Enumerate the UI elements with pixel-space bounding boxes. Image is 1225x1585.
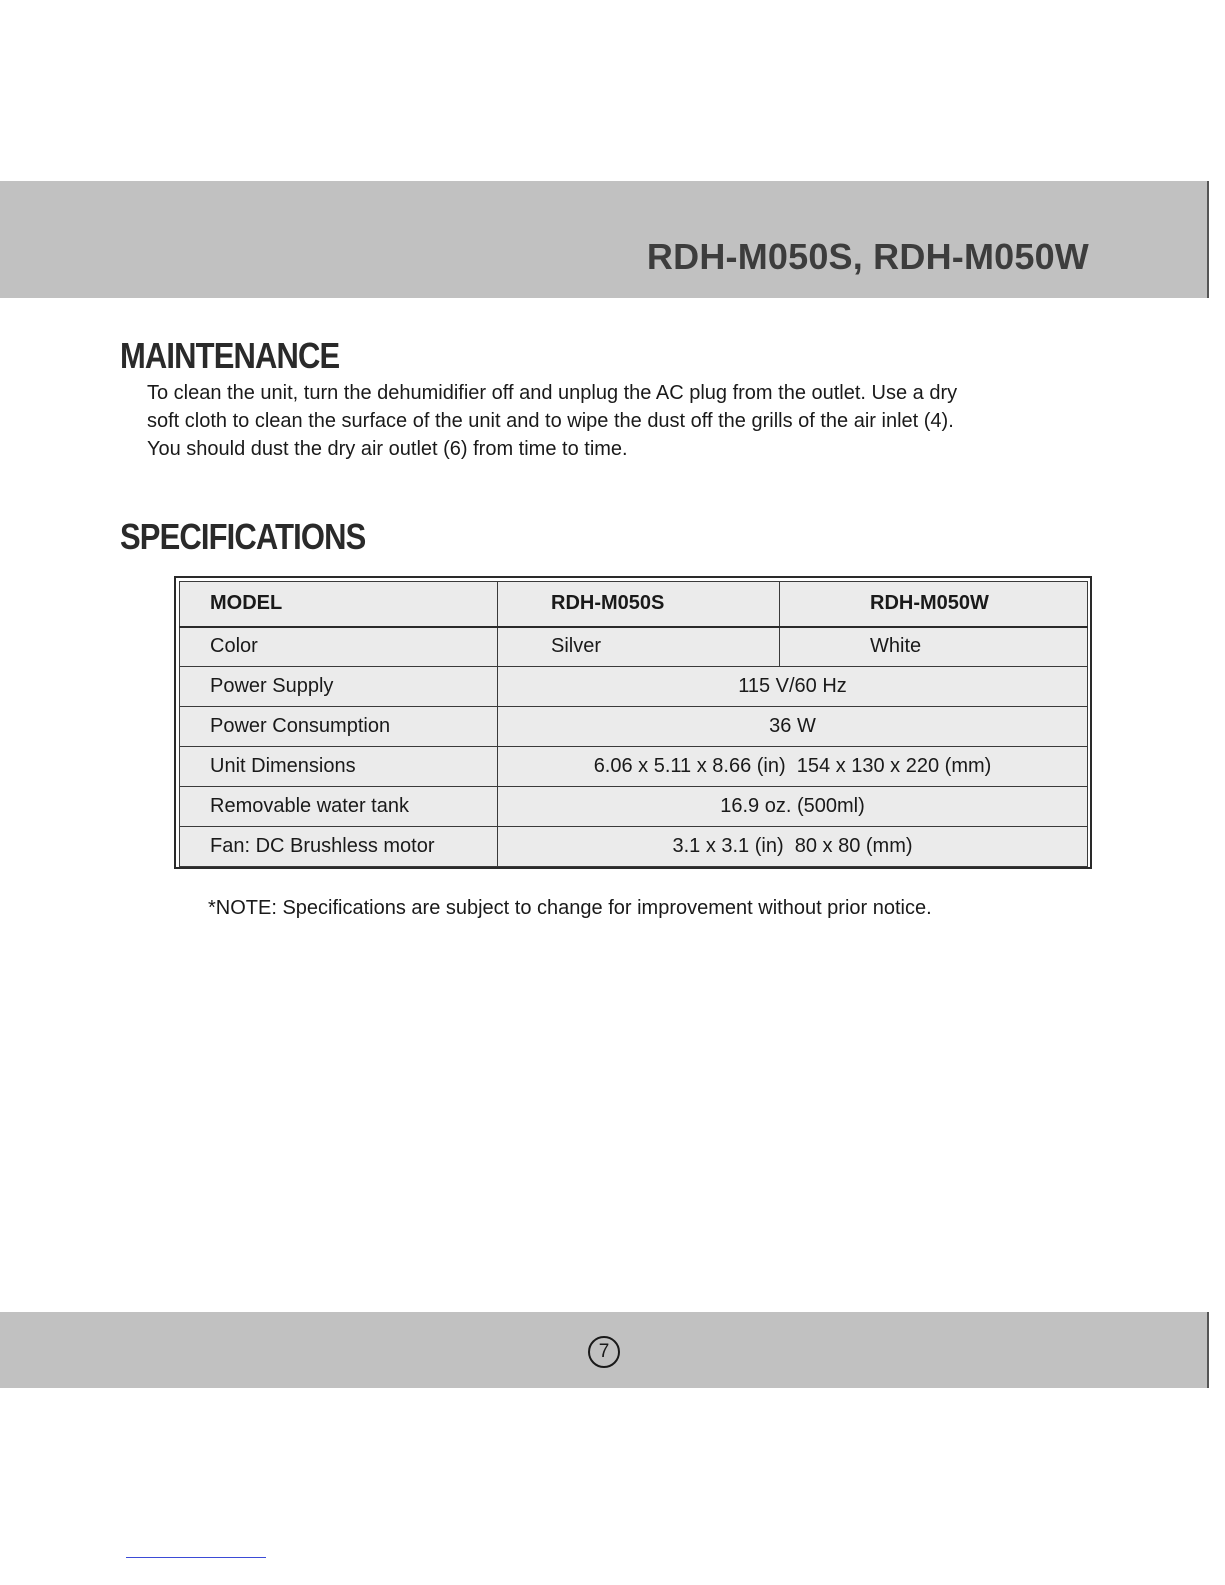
row-value: 6.06 x 5.11 x 8.66 (in) 154 x 130 x 220 (mm) xyxy=(498,747,1088,787)
row-value: 3.1 x 3.1 (in) 80 x 80 (mm) xyxy=(498,827,1088,867)
table-row xyxy=(180,707,1088,747)
maintenance-line: You should dust the dry air outlet (6) from time to time. xyxy=(147,438,628,460)
color-silver-cell: Silver xyxy=(498,627,780,667)
row-label: Fan: DC Brushless motor xyxy=(180,827,498,867)
table-row xyxy=(180,827,1088,867)
page-number: 7 xyxy=(588,1336,620,1368)
table-row xyxy=(180,787,1088,827)
color-white-cell: White xyxy=(780,627,1088,667)
specifications-note: *NOTE: Specifications are subject to change for improvement without prior notice. xyxy=(208,897,932,919)
maintenance-text xyxy=(147,379,1077,463)
row-label: Power Supply xyxy=(180,667,498,707)
specifications-table xyxy=(179,581,1088,867)
header-cell-silver-model: RDH-M050S xyxy=(498,582,780,627)
table-row xyxy=(180,747,1088,787)
footer-band-edge xyxy=(1207,1312,1209,1388)
table-header-row xyxy=(180,582,1088,627)
row-label: Unit Dimensions xyxy=(180,747,498,787)
row-label: Color xyxy=(180,627,498,667)
header-band-edge xyxy=(1207,181,1209,298)
bottom-rule xyxy=(126,1557,266,1558)
model-title: RDH-M050S, RDH-M050W xyxy=(646,236,1089,277)
header-cell-white-model: RDH-M050W xyxy=(780,582,1088,627)
row-label: Removable water tank xyxy=(180,787,498,827)
specifications-heading: SPECIFICATIONS xyxy=(120,516,366,557)
specifications-table-frame xyxy=(174,576,1092,869)
maintenance-line: soft cloth to clean the surface of the unit and to wipe the dust off the grills of the air inlet (4). xyxy=(147,410,954,432)
maintenance-line: To clean the unit, turn the dehumidifier off and unplug the AC plug from the outlet. Use a dry xyxy=(147,382,958,404)
row-label: Power Consumption xyxy=(180,707,498,747)
maintenance-heading: MAINTENANCE xyxy=(120,335,340,376)
row-value: 115 V/60 Hz xyxy=(498,667,1088,707)
table-row xyxy=(180,627,1088,667)
row-value: 16.9 oz. (500ml) xyxy=(498,787,1088,827)
table-row xyxy=(180,667,1088,707)
row-value: 36 W xyxy=(498,707,1088,747)
header-cell-model: MODEL xyxy=(180,582,498,627)
